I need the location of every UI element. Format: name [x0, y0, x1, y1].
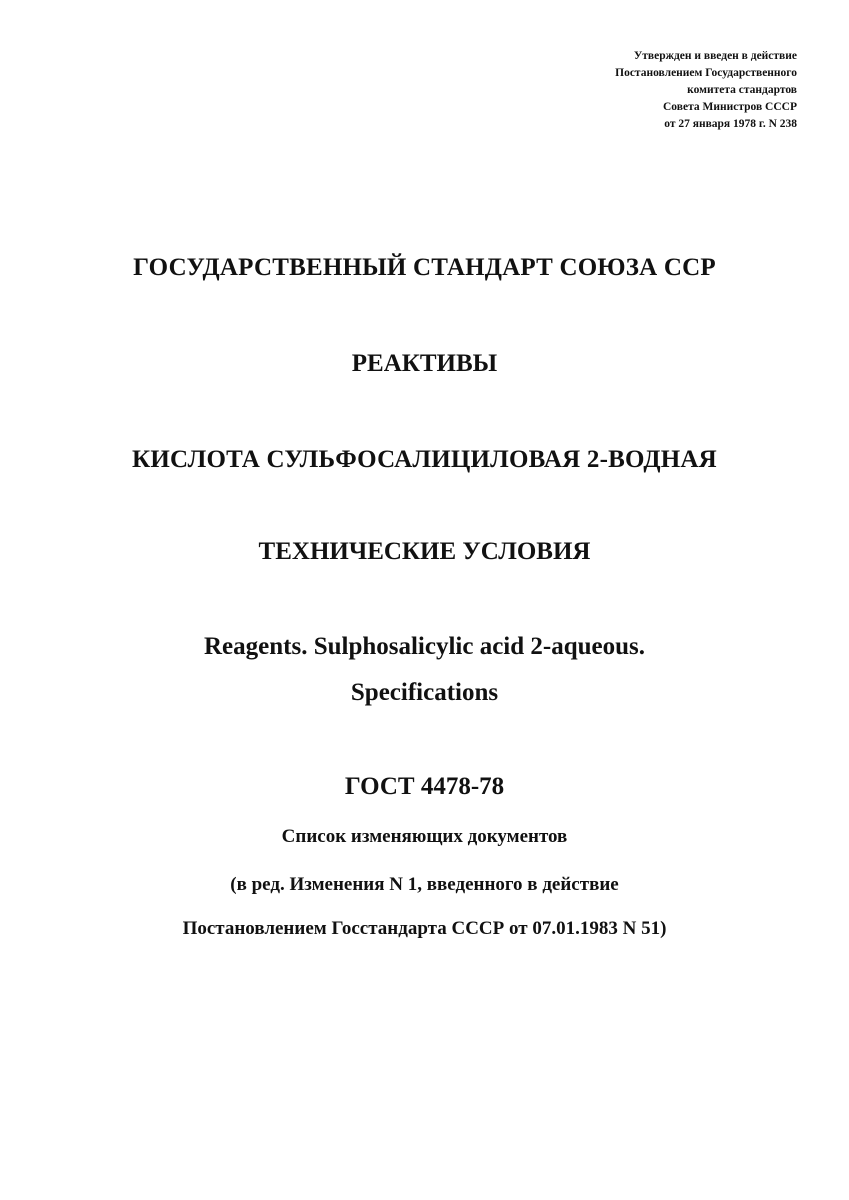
- approval-block: [477, 48, 797, 133]
- amendments-line2: Постановлением Госстандарта СССР от 07.01.1983 N 51): [182, 918, 667, 939]
- document-title: КИСЛОТА СУЛЬФОСАЛИЦИЛОВАЯ 2-ВОДНАЯ: [132, 446, 717, 473]
- category-heading: РЕАКТИВЫ: [351, 350, 498, 377]
- approval-line: комитета стандартов: [687, 84, 797, 96]
- standard-header: ГОСУДАРСТВЕННЫЙ СТАНДАРТ СОЮЗА ССР: [133, 254, 716, 281]
- english-title-line1: Reagents. Sulphosalicylic acid 2-aqueous.: [203, 633, 646, 660]
- approval-line: Утвержден и введен в действие: [633, 50, 797, 62]
- approval-line: Совета Министров СССР: [662, 101, 797, 113]
- approval-line: Постановлением Государственного: [615, 67, 797, 79]
- standard-code: ГОСТ 4478-78: [344, 773, 505, 800]
- approval-line: от 27 января 1978 г. N 238: [664, 118, 797, 130]
- english-title-line2: Specifications: [350, 679, 499, 706]
- amendments-line1: (в ред. Изменения N 1, введенного в действие: [230, 874, 619, 895]
- document-subtitle: ТЕХНИЧЕСКИЕ УСЛОВИЯ: [258, 538, 591, 565]
- amendments-heading: Список изменяющих документов: [281, 826, 568, 847]
